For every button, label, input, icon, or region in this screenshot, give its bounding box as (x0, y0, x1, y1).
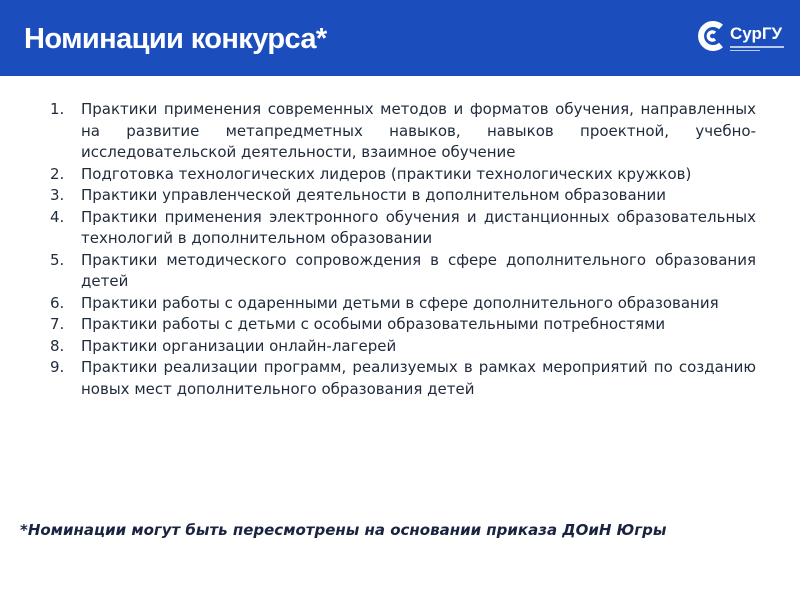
list-item-number: 2. (50, 164, 65, 183)
list-item-number: 5. (50, 250, 65, 269)
logo-mark-icon (694, 18, 730, 54)
list-item-text: Практики управленческой деятельности в дополнительном образовании (81, 186, 666, 204)
list-item (42, 336, 756, 358)
list-item (42, 357, 756, 400)
list-item (42, 314, 756, 336)
list-item-text: Практики реализации программ, реализуемых в рамках мероприятий по созданию новых мест дополнительного образования детей (81, 358, 756, 398)
university-logo (694, 16, 794, 60)
logo-caption (730, 46, 784, 54)
footnote: *Номинации могут быть пересмотрены на основании приказа ДОиН Югры (20, 521, 667, 539)
list-item-number: 3. (50, 186, 65, 204)
header-bar (0, 0, 800, 76)
list-item-number: 7. (50, 315, 65, 333)
list-item-text: Практики применения электронного обучения и дистанционных образовательных технологий в дополнительном образовании (81, 207, 756, 247)
page-title: Номинации конкурса* (24, 23, 327, 55)
list-item (42, 164, 756, 186)
list-item (42, 250, 756, 293)
list-item (42, 99, 756, 164)
list-item-number: 9. (50, 358, 65, 376)
list-item-text: Практики методического сопровождения в сфере дополнительного образования детей (81, 250, 756, 290)
list-item-text: Практики работы с одаренными детьми в сфере дополнительного образования (81, 293, 719, 312)
list-item-number: 4. (50, 207, 65, 226)
list-item-text: Практики применения современных методов и форматов обучения, направленных на развитие метапредметных навыков, навыков проектной, учебно-исследовательской деятельности, взаимное обучение (81, 100, 756, 161)
logo-name: СурГУ (730, 24, 783, 43)
list-item (42, 207, 756, 250)
list-item-text: Практики работы с детьми с особыми образовательными потребностями (81, 315, 666, 333)
list-item-number: 6. (50, 293, 65, 312)
list-item-text: Подготовка технологических лидеров (практики технологических кружков) (81, 164, 692, 183)
list-item-number: 8. (50, 336, 65, 355)
list-item (42, 185, 756, 207)
list-item-text: Практики организации онлайн-лагерей (81, 336, 397, 355)
list-item-number: 1. (50, 100, 65, 118)
list-item (42, 293, 756, 315)
nominations-list (42, 99, 756, 400)
